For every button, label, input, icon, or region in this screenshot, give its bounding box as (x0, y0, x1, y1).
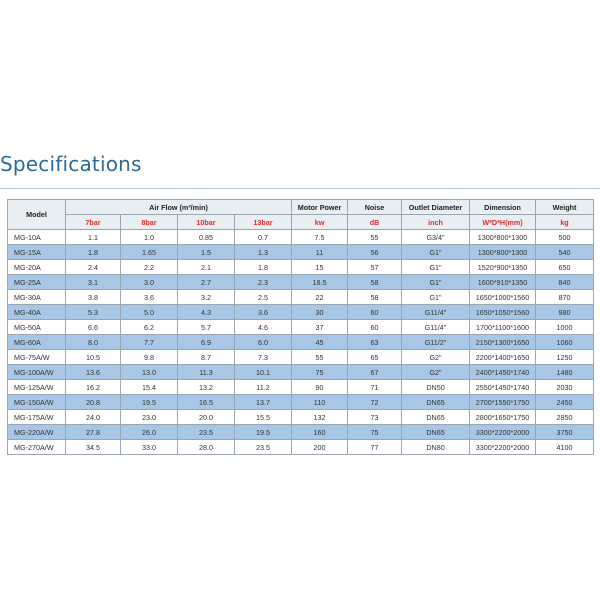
cell-airflow-8bar: 3.0 (121, 275, 178, 290)
cell-weight: 1480 (536, 365, 594, 380)
cell-airflow-7bar: 10.5 (66, 350, 121, 365)
cell-airflow-10bar: 11.3 (178, 365, 235, 380)
cell-noise: 60 (348, 305, 402, 320)
cell-airflow-13bar: 7.3 (235, 350, 292, 365)
cell-airflow-13bar: 23.5 (235, 440, 292, 455)
cell-airflow-7bar: 27.8 (66, 425, 121, 440)
cell-weight: 1250 (536, 350, 594, 365)
cell-dimension: 1600*910*1350 (470, 275, 536, 290)
cell-outlet-diameter: DN65 (402, 425, 470, 440)
cell-motor-power: 22 (292, 290, 348, 305)
cell-model: MG-40A (8, 305, 66, 320)
cell-motor-power: 75 (292, 365, 348, 380)
cell-airflow-7bar: 8.0 (66, 335, 121, 350)
cell-motor-power: 160 (292, 425, 348, 440)
cell-airflow-13bar: 4.6 (235, 320, 292, 335)
table-row (8, 320, 594, 335)
cell-weight: 2450 (536, 395, 594, 410)
cell-motor-power: 37 (292, 320, 348, 335)
cell-noise: 71 (348, 380, 402, 395)
cell-airflow-13bar: 2.5 (235, 290, 292, 305)
cell-airflow-10bar: 3.2 (178, 290, 235, 305)
cell-noise: 75 (348, 425, 402, 440)
cell-model: MG-75A/W (8, 350, 66, 365)
cell-dimension: 1650*1000*1560 (470, 290, 536, 305)
cell-outlet-diameter: DN80 (402, 440, 470, 455)
cell-dimension: 3300*2200*2000 (470, 425, 536, 440)
cell-noise: 56 (348, 245, 402, 260)
cell-model: MG-175A/W (8, 410, 66, 425)
cell-airflow-7bar: 3.8 (66, 290, 121, 305)
header-airflow: Air Flow (m³/min) (66, 200, 292, 215)
cell-airflow-13bar: 3.6 (235, 305, 292, 320)
cell-model: MG-15A (8, 245, 66, 260)
cell-noise: 60 (348, 320, 402, 335)
cell-noise: 58 (348, 275, 402, 290)
cell-weight: 1060 (536, 335, 594, 350)
table-row (8, 425, 594, 440)
cell-weight: 870 (536, 290, 594, 305)
cell-airflow-8bar: 6.2 (121, 320, 178, 335)
table-row (8, 305, 594, 320)
table-row (8, 440, 594, 455)
cell-motor-power: 55 (292, 350, 348, 365)
cell-airflow-13bar: 0.7 (235, 230, 292, 245)
header-weight: Weight (536, 200, 594, 215)
table-row (8, 395, 594, 410)
cell-model: MG-270A/W (8, 440, 66, 455)
cell-airflow-10bar: 0.85 (178, 230, 235, 245)
unit-8bar: 8bar (121, 215, 178, 230)
table-row (8, 410, 594, 425)
cell-airflow-7bar: 24.0 (66, 410, 121, 425)
cell-airflow-7bar: 2.4 (66, 260, 121, 275)
cell-noise: 65 (348, 350, 402, 365)
page-title: Specifications (0, 152, 142, 176)
cell-airflow-8bar: 7.7 (121, 335, 178, 350)
cell-dimension: 2800*1650*1750 (470, 410, 536, 425)
cell-airflow-8bar: 13.0 (121, 365, 178, 380)
unit-row (8, 215, 594, 230)
unit-noise: dB (348, 215, 402, 230)
cell-airflow-10bar: 23.5 (178, 425, 235, 440)
cell-airflow-13bar: 11.2 (235, 380, 292, 395)
table-row (8, 335, 594, 350)
cell-noise: 67 (348, 365, 402, 380)
cell-outlet-diameter: G11/4" (402, 320, 470, 335)
cell-noise: 58 (348, 290, 402, 305)
cell-model: MG-60A (8, 335, 66, 350)
cell-weight: 1000 (536, 320, 594, 335)
cell-weight: 3750 (536, 425, 594, 440)
cell-airflow-10bar: 2.7 (178, 275, 235, 290)
cell-airflow-8bar: 15.4 (121, 380, 178, 395)
cell-airflow-13bar: 2.3 (235, 275, 292, 290)
cell-outlet-diameter: DN65 (402, 395, 470, 410)
cell-dimension: 1300*800*1300 (470, 245, 536, 260)
table-row (8, 230, 594, 245)
unit-motor: kw (292, 215, 348, 230)
cell-airflow-8bar: 33.0 (121, 440, 178, 455)
cell-outlet-diameter: G2" (402, 350, 470, 365)
cell-noise: 63 (348, 335, 402, 350)
cell-airflow-10bar: 16.5 (178, 395, 235, 410)
cell-motor-power: 18.5 (292, 275, 348, 290)
cell-dimension: 2150*1300*1650 (470, 335, 536, 350)
cell-motor-power: 200 (292, 440, 348, 455)
unit-outlet: inch (402, 215, 470, 230)
cell-airflow-13bar: 15.5 (235, 410, 292, 425)
cell-airflow-7bar: 13.6 (66, 365, 121, 380)
cell-motor-power: 90 (292, 380, 348, 395)
cell-model: MG-20A (8, 260, 66, 275)
cell-airflow-7bar: 16.2 (66, 380, 121, 395)
cell-dimension: 1650*1050*1560 (470, 305, 536, 320)
cell-motor-power: 15 (292, 260, 348, 275)
cell-weight: 650 (536, 260, 594, 275)
cell-outlet-diameter: G2" (402, 365, 470, 380)
cell-airflow-13bar: 13.7 (235, 395, 292, 410)
cell-airflow-13bar: 10.1 (235, 365, 292, 380)
cell-airflow-10bar: 6.9 (178, 335, 235, 350)
cell-noise: 55 (348, 230, 402, 245)
cell-airflow-8bar: 3.6 (121, 290, 178, 305)
cell-airflow-13bar: 19.5 (235, 425, 292, 440)
cell-airflow-8bar: 5.0 (121, 305, 178, 320)
table-row (8, 290, 594, 305)
cell-model: MG-125A/W (8, 380, 66, 395)
cell-airflow-8bar: 1.0 (121, 230, 178, 245)
cell-airflow-7bar: 1.1 (66, 230, 121, 245)
cell-airflow-8bar: 23.0 (121, 410, 178, 425)
cell-airflow-10bar: 2.1 (178, 260, 235, 275)
cell-dimension: 2700*1550*1750 (470, 395, 536, 410)
cell-airflow-7bar: 34.5 (66, 440, 121, 455)
cell-dimension: 2400*1450*1740 (470, 365, 536, 380)
cell-outlet-diameter: G1" (402, 260, 470, 275)
cell-model: MG-25A (8, 275, 66, 290)
table-row (8, 380, 594, 395)
cell-model: MG-220A/W (8, 425, 66, 440)
cell-airflow-10bar: 5.7 (178, 320, 235, 335)
table-row (8, 260, 594, 275)
table-row (8, 275, 594, 290)
cell-outlet-diameter: G11/4" (402, 305, 470, 320)
cell-airflow-8bar: 2.2 (121, 260, 178, 275)
cell-weight: 980 (536, 305, 594, 320)
cell-model: MG-10A (8, 230, 66, 245)
cell-outlet-diameter: DN50 (402, 380, 470, 395)
cell-dimension: 1300*800*1300 (470, 230, 536, 245)
cell-weight: 2030 (536, 380, 594, 395)
header-outlet-diameter: Outlet Diameter (402, 200, 470, 215)
cell-motor-power: 132 (292, 410, 348, 425)
cell-noise: 77 (348, 440, 402, 455)
cell-outlet-diameter: G3/4" (402, 230, 470, 245)
cell-airflow-7bar: 1.8 (66, 245, 121, 260)
cell-airflow-10bar: 13.2 (178, 380, 235, 395)
header-row (8, 200, 594, 215)
cell-weight: 540 (536, 245, 594, 260)
cell-noise: 72 (348, 395, 402, 410)
header-noise: Noise (348, 200, 402, 215)
cell-motor-power: 7.5 (292, 230, 348, 245)
cell-airflow-10bar: 4.3 (178, 305, 235, 320)
cell-airflow-13bar: 6.0 (235, 335, 292, 350)
cell-airflow-10bar: 28.0 (178, 440, 235, 455)
cell-airflow-7bar: 3.1 (66, 275, 121, 290)
cell-airflow-7bar: 5.3 (66, 305, 121, 320)
header-dimension: Dimension (470, 200, 536, 215)
cell-airflow-8bar: 19.5 (121, 395, 178, 410)
cell-weight: 4100 (536, 440, 594, 455)
cell-model: MG-30A (8, 290, 66, 305)
cell-airflow-13bar: 1.8 (235, 260, 292, 275)
cell-airflow-7bar: 6.6 (66, 320, 121, 335)
cell-airflow-13bar: 1.3 (235, 245, 292, 260)
table-row (8, 350, 594, 365)
cell-airflow-10bar: 1.5 (178, 245, 235, 260)
cell-motor-power: 45 (292, 335, 348, 350)
cell-dimension: 2550*1450*1740 (470, 380, 536, 395)
cell-airflow-8bar: 26.0 (121, 425, 178, 440)
cell-dimension: 3300*2200*2000 (470, 440, 536, 455)
table-row (8, 245, 594, 260)
cell-noise: 73 (348, 410, 402, 425)
cell-outlet-diameter: G1" (402, 275, 470, 290)
cell-weight: 500 (536, 230, 594, 245)
cell-dimension: 1700*1100*1600 (470, 320, 536, 335)
cell-weight: 840 (536, 275, 594, 290)
cell-dimension: 1520*900*1350 (470, 260, 536, 275)
unit-10bar: 10bar (178, 215, 235, 230)
cell-airflow-8bar: 9.8 (121, 350, 178, 365)
title-divider (0, 188, 600, 189)
cell-model: MG-100A/W (8, 365, 66, 380)
cell-motor-power: 11 (292, 245, 348, 260)
cell-noise: 57 (348, 260, 402, 275)
unit-weight: kg (536, 215, 594, 230)
cell-motor-power: 30 (292, 305, 348, 320)
header-motor-power: Motor Power (292, 200, 348, 215)
header-model: Model (8, 200, 66, 230)
unit-dimension: W*D*H(mm) (470, 215, 536, 230)
cell-airflow-10bar: 20.0 (178, 410, 235, 425)
unit-13bar: 13bar (235, 215, 292, 230)
table-body (8, 230, 594, 455)
cell-model: MG-50A (8, 320, 66, 335)
table-row (8, 365, 594, 380)
cell-outlet-diameter: G11/2" (402, 335, 470, 350)
cell-airflow-10bar: 8.7 (178, 350, 235, 365)
cell-airflow-7bar: 20.8 (66, 395, 121, 410)
cell-outlet-diameter: G1" (402, 245, 470, 260)
cell-airflow-8bar: 1.65 (121, 245, 178, 260)
cell-dimension: 2200*1400*1650 (470, 350, 536, 365)
cell-model: MG-150A/W (8, 395, 66, 410)
cell-weight: 2850 (536, 410, 594, 425)
unit-7bar: 7bar (66, 215, 121, 230)
cell-outlet-diameter: DN65 (402, 410, 470, 425)
cell-outlet-diameter: G1" (402, 290, 470, 305)
cell-motor-power: 110 (292, 395, 348, 410)
specifications-table (7, 199, 594, 455)
